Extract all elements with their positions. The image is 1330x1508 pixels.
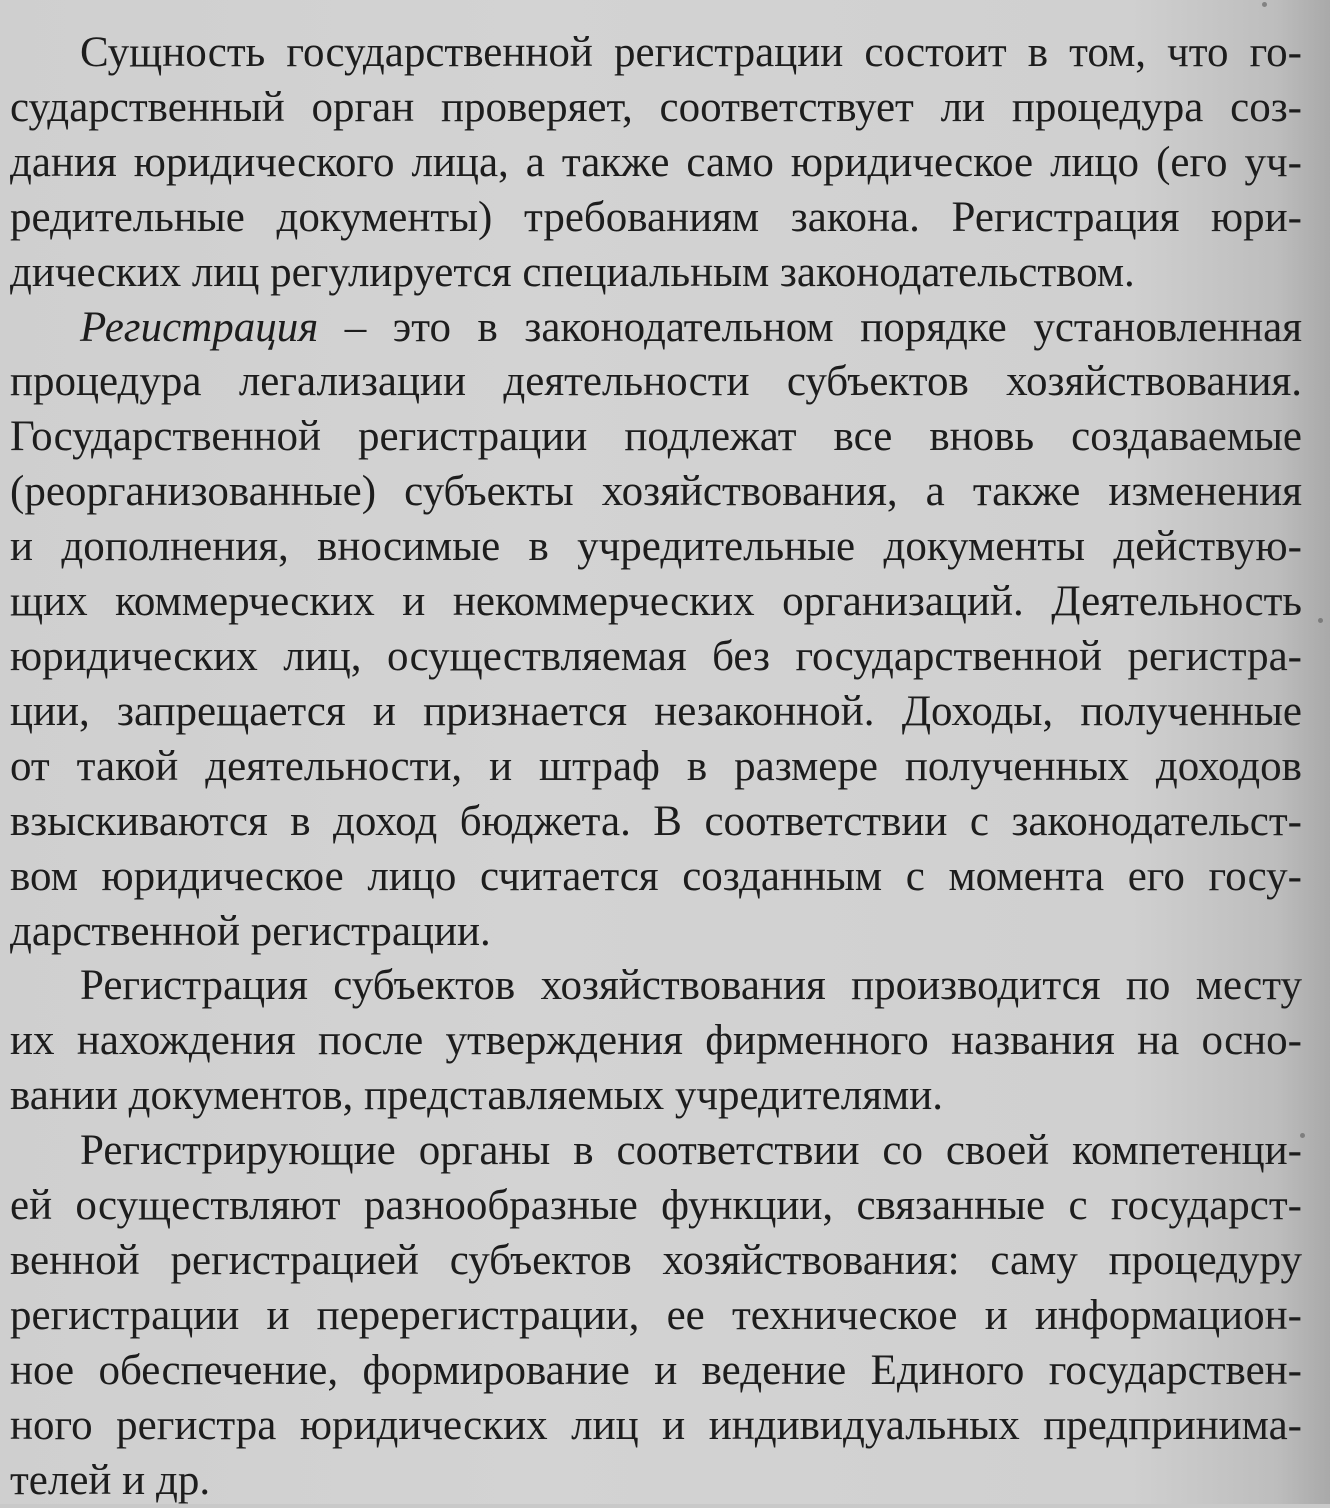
text-line: Регистрирующие органы в соответствии со своей компетенци-: [80, 1127, 1302, 1175]
body-text: [10, 26, 1302, 1508]
text-line: вом юридическое лицо считается созданным с момента его госу-: [10, 852, 1302, 900]
text-line: [10, 301, 1302, 356]
paragraph-3: [10, 959, 1302, 1124]
text-line: Государственной регистрации подлежат все вновь создаваемые: [10, 413, 1302, 461]
paragraph-2: [10, 301, 1302, 960]
text-line: телей и др.: [10, 1456, 211, 1504]
text-line: венной регистрацией субъектов хозяйствования: саму процедуру: [10, 1236, 1302, 1284]
text-line: Сущность государственной регистрации состоит в том, что го-: [80, 29, 1302, 76]
text-line-rest: – это в законодательном порядке установленная: [318, 303, 1302, 351]
text-line: вании документов, представляемых учредителями.: [10, 1072, 943, 1120]
text-line: ей осуществляют разнообразные функции, связанные с государст-: [10, 1182, 1302, 1230]
text-line: (реорганизованные) субъекты хозяйствования, а также изменения: [10, 468, 1302, 516]
paper-speck: [1262, 2, 1267, 7]
text-line: щих коммерческих и некоммерческих организаций. Деятельность: [10, 578, 1302, 626]
text-line: взыскиваются в доход бюджета. В соответствии с законодательст-: [10, 797, 1302, 845]
defined-term: Регистрация: [80, 303, 319, 351]
paragraph-4: [10, 1124, 1302, 1508]
text-line: сударственный орган проверяет, соответствует ли процедура соз-: [10, 83, 1302, 131]
text-line: дарственной регистрации.: [10, 907, 491, 955]
text-line: от такой деятельности, и штраф в размере полученных доходов: [10, 742, 1302, 790]
paragraph-1: [10, 26, 1302, 301]
text-line: регистрации и перерегистрации, ее техническое и информацион-: [10, 1291, 1302, 1339]
text-line: процедура легализации деятельности субъектов хозяйствования.: [10, 358, 1302, 406]
text-line: юридических лиц, осуществляемая без государственной регистра-: [10, 632, 1302, 680]
text-line: дических лиц регулируется специальным законодательством.: [10, 248, 1135, 296]
text-line: дания юридического лица, а также само юридическое лицо (его уч-: [10, 138, 1302, 186]
text-line: ного регистра юридических лиц и индивидуальных предпринима-: [10, 1401, 1302, 1449]
text-line: Регистрация субъектов хозяйствования производится по месту: [80, 962, 1302, 1010]
paper-speck: [1318, 618, 1323, 623]
text-line: ное обеспечение, формирование и ведение Единого государствен-: [10, 1346, 1302, 1394]
text-line: и дополнения, вносимые в учредительные документы действую-: [10, 523, 1302, 571]
text-line: их нахождения после утверждения фирменного названия на осно-: [10, 1017, 1302, 1065]
text-line: редительные документы) требованиям закона. Регистрация юри-: [10, 193, 1302, 241]
text-line: ции, запрещается и признается незаконной. Доходы, полученные: [10, 687, 1302, 735]
